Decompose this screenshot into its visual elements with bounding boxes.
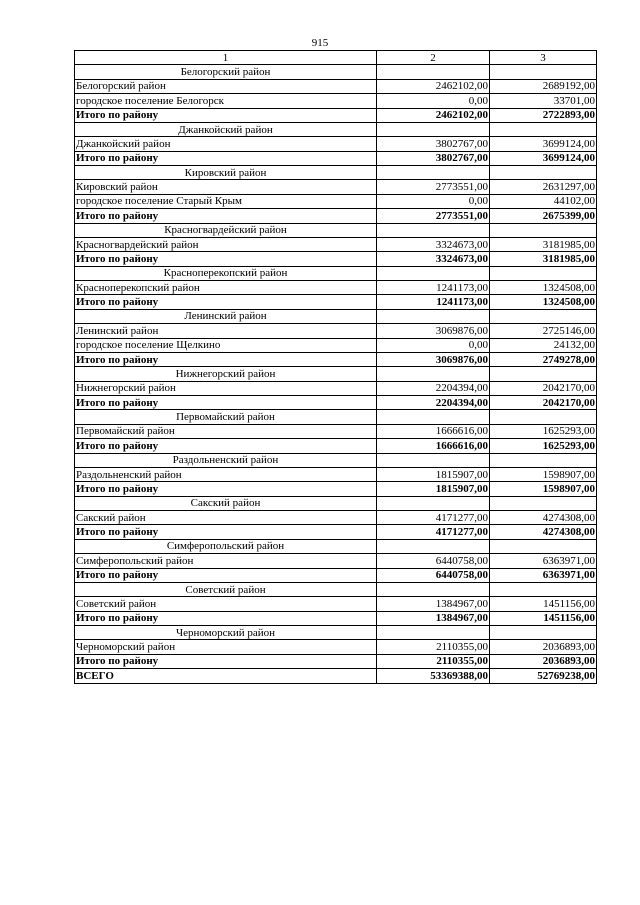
row-name: Итого по району bbox=[75, 151, 377, 165]
value-col-2: 0,00 bbox=[377, 94, 490, 108]
empty-cell bbox=[377, 223, 490, 237]
value-col-2: 1241173,00 bbox=[377, 281, 490, 295]
row-name: Итого по району bbox=[75, 108, 377, 122]
section-title: Советский район bbox=[75, 582, 377, 596]
row-name: Нижнегорский район bbox=[75, 381, 377, 395]
district-total-row bbox=[75, 396, 597, 410]
table-row bbox=[75, 237, 597, 251]
value-col-3: 4274308,00 bbox=[490, 511, 597, 525]
grand-total-col-3: 52769238,00 bbox=[490, 669, 597, 683]
row-name: Красногвардейский район bbox=[75, 237, 377, 251]
value-col-3: 3181985,00 bbox=[490, 237, 597, 251]
row-name: Ленинский район bbox=[75, 324, 377, 338]
table-row bbox=[75, 554, 597, 568]
row-name: Первомайский район bbox=[75, 424, 377, 438]
value-col-3: 1598907,00 bbox=[490, 482, 597, 496]
empty-cell bbox=[490, 266, 597, 280]
table-row bbox=[75, 79, 597, 93]
district-total-row bbox=[75, 151, 597, 165]
value-col-2: 3069876,00 bbox=[377, 324, 490, 338]
empty-cell bbox=[377, 453, 490, 467]
value-col-3: 33701,00 bbox=[490, 94, 597, 108]
row-name: Итого по району bbox=[75, 525, 377, 539]
district-total-row bbox=[75, 295, 597, 309]
grand-total-col-2: 53369388,00 bbox=[377, 669, 490, 683]
row-name: Итого по району bbox=[75, 611, 377, 625]
district-total-row bbox=[75, 525, 597, 539]
table-row bbox=[75, 467, 597, 481]
row-name: Симферопольский район bbox=[75, 554, 377, 568]
value-col-2: 3802767,00 bbox=[377, 137, 490, 151]
value-col-3: 2749278,00 bbox=[490, 352, 597, 366]
empty-cell bbox=[490, 223, 597, 237]
value-col-3: 2631297,00 bbox=[490, 180, 597, 194]
row-name: Советский район bbox=[75, 597, 377, 611]
row-name: Итого по району bbox=[75, 352, 377, 366]
district-total-row bbox=[75, 252, 597, 266]
section-title: Джанкойский район bbox=[75, 122, 377, 136]
section-title-row bbox=[75, 453, 597, 467]
value-col-2: 2462102,00 bbox=[377, 108, 490, 122]
district-total-row bbox=[75, 209, 597, 223]
district-total-row bbox=[75, 439, 597, 453]
empty-cell bbox=[490, 453, 597, 467]
section-title-row bbox=[75, 539, 597, 553]
row-name: Черноморский район bbox=[75, 640, 377, 654]
table-row bbox=[75, 194, 597, 208]
value-col-2: 4171277,00 bbox=[377, 511, 490, 525]
row-name: Итого по району bbox=[75, 482, 377, 496]
empty-cell bbox=[490, 626, 597, 640]
section-title-row bbox=[75, 223, 597, 237]
table-row bbox=[75, 511, 597, 525]
section-title-row bbox=[75, 309, 597, 323]
table-row bbox=[75, 94, 597, 108]
section-title-row bbox=[75, 626, 597, 640]
value-col-3: 1324508,00 bbox=[490, 295, 597, 309]
value-col-2: 2110355,00 bbox=[377, 640, 490, 654]
value-col-2: 2773551,00 bbox=[377, 209, 490, 223]
value-col-2: 1666616,00 bbox=[377, 439, 490, 453]
value-col-3: 3181985,00 bbox=[490, 252, 597, 266]
empty-cell bbox=[377, 496, 490, 510]
row-name: Сакский район bbox=[75, 511, 377, 525]
row-name: городское поселение Белогорск bbox=[75, 94, 377, 108]
value-col-2: 2204394,00 bbox=[377, 396, 490, 410]
table-row bbox=[75, 338, 597, 352]
value-col-3: 1451156,00 bbox=[490, 611, 597, 625]
value-col-2: 0,00 bbox=[377, 194, 490, 208]
empty-cell bbox=[377, 309, 490, 323]
district-total-row bbox=[75, 352, 597, 366]
value-col-3: 44102,00 bbox=[490, 194, 597, 208]
row-name: Джанкойский район bbox=[75, 137, 377, 151]
value-col-3: 2036893,00 bbox=[490, 640, 597, 654]
value-col-3: 1625293,00 bbox=[490, 424, 597, 438]
table-row bbox=[75, 381, 597, 395]
value-col-3: 1324508,00 bbox=[490, 281, 597, 295]
empty-cell bbox=[377, 166, 490, 180]
table-row bbox=[75, 137, 597, 151]
grand-total-row bbox=[75, 669, 597, 683]
value-col-3: 2036893,00 bbox=[490, 654, 597, 668]
value-col-3: 1451156,00 bbox=[490, 597, 597, 611]
empty-cell bbox=[490, 65, 597, 79]
value-col-2: 6440758,00 bbox=[377, 568, 490, 582]
district-total-row bbox=[75, 108, 597, 122]
row-name: Белогорский район bbox=[75, 79, 377, 93]
row-name: городское поселение Щелкино bbox=[75, 338, 377, 352]
section-title: Нижнегорский район bbox=[75, 367, 377, 381]
section-title: Ленинский район bbox=[75, 309, 377, 323]
district-total-row bbox=[75, 482, 597, 496]
value-col-2: 2773551,00 bbox=[377, 180, 490, 194]
value-col-3: 2689192,00 bbox=[490, 79, 597, 93]
value-col-3: 6363971,00 bbox=[490, 554, 597, 568]
section-title-row bbox=[75, 122, 597, 136]
district-total-row bbox=[75, 568, 597, 582]
grand-total-label: ВСЕГО bbox=[75, 669, 377, 683]
value-col-2: 1384967,00 bbox=[377, 611, 490, 625]
value-col-2: 1815907,00 bbox=[377, 467, 490, 481]
row-name: Итого по району bbox=[75, 568, 377, 582]
row-name: Итого по району bbox=[75, 396, 377, 410]
value-col-3: 2725146,00 bbox=[490, 324, 597, 338]
column-header: 1 bbox=[75, 51, 377, 65]
empty-cell bbox=[377, 626, 490, 640]
empty-cell bbox=[377, 367, 490, 381]
value-col-3: 2042170,00 bbox=[490, 381, 597, 395]
value-col-3: 24132,00 bbox=[490, 338, 597, 352]
table-row bbox=[75, 640, 597, 654]
column-header: 3 bbox=[490, 51, 597, 65]
row-name: Итого по району bbox=[75, 295, 377, 309]
section-title: Первомайский район bbox=[75, 410, 377, 424]
table-header-row bbox=[75, 51, 597, 65]
value-col-3: 2722893,00 bbox=[490, 108, 597, 122]
value-col-2: 1384967,00 bbox=[377, 597, 490, 611]
value-col-2: 2462102,00 bbox=[377, 79, 490, 93]
value-col-3: 3699124,00 bbox=[490, 151, 597, 165]
section-title: Красногвардейский район bbox=[75, 223, 377, 237]
row-name: Итого по району bbox=[75, 439, 377, 453]
budget-table-body bbox=[75, 51, 597, 684]
section-title-row bbox=[75, 582, 597, 596]
empty-cell bbox=[377, 410, 490, 424]
value-col-3: 6363971,00 bbox=[490, 568, 597, 582]
district-total-row bbox=[75, 654, 597, 668]
value-col-2: 2204394,00 bbox=[377, 381, 490, 395]
value-col-2: 4171277,00 bbox=[377, 525, 490, 539]
value-col-2: 3802767,00 bbox=[377, 151, 490, 165]
section-title-row bbox=[75, 266, 597, 280]
table-row bbox=[75, 180, 597, 194]
table-row bbox=[75, 597, 597, 611]
section-title-row bbox=[75, 166, 597, 180]
section-title: Черноморский район bbox=[75, 626, 377, 640]
value-col-2: 1815907,00 bbox=[377, 482, 490, 496]
empty-cell bbox=[490, 166, 597, 180]
empty-cell bbox=[490, 410, 597, 424]
value-col-3: 1598907,00 bbox=[490, 467, 597, 481]
value-col-2: 3069876,00 bbox=[377, 352, 490, 366]
value-col-2: 1666616,00 bbox=[377, 424, 490, 438]
empty-cell bbox=[490, 539, 597, 553]
row-name: Итого по району bbox=[75, 654, 377, 668]
table-row bbox=[75, 424, 597, 438]
value-col-2: 0,00 bbox=[377, 338, 490, 352]
empty-cell bbox=[490, 122, 597, 136]
value-col-3: 1625293,00 bbox=[490, 439, 597, 453]
value-col-2: 3324673,00 bbox=[377, 237, 490, 251]
empty-cell bbox=[490, 367, 597, 381]
row-name: Красноперекопский район bbox=[75, 281, 377, 295]
value-col-2: 2110355,00 bbox=[377, 654, 490, 668]
value-col-3: 3699124,00 bbox=[490, 137, 597, 151]
section-title-row bbox=[75, 367, 597, 381]
section-title: Белогорский район bbox=[75, 65, 377, 79]
section-title: Красноперекопский район bbox=[75, 266, 377, 280]
section-title-row bbox=[75, 496, 597, 510]
value-col-2: 3324673,00 bbox=[377, 252, 490, 266]
section-title: Раздольненский район bbox=[75, 453, 377, 467]
table-row bbox=[75, 324, 597, 338]
page-number: 915 bbox=[311, 37, 329, 49]
empty-cell bbox=[377, 65, 490, 79]
value-col-3: 2042170,00 bbox=[490, 396, 597, 410]
section-title: Симферопольский район bbox=[75, 539, 377, 553]
empty-cell bbox=[377, 582, 490, 596]
empty-cell bbox=[490, 582, 597, 596]
section-title: Кировский район bbox=[75, 166, 377, 180]
row-name: городское поселение Старый Крым bbox=[75, 194, 377, 208]
district-total-row bbox=[75, 611, 597, 625]
column-header: 2 bbox=[377, 51, 490, 65]
row-name: Итого по району bbox=[75, 252, 377, 266]
empty-cell bbox=[490, 496, 597, 510]
empty-cell bbox=[377, 122, 490, 136]
row-name: Раздольненский район bbox=[75, 467, 377, 481]
table-row bbox=[75, 281, 597, 295]
row-name: Кировский район bbox=[75, 180, 377, 194]
value-col-2: 1241173,00 bbox=[377, 295, 490, 309]
empty-cell bbox=[490, 309, 597, 323]
section-title-row bbox=[75, 65, 597, 79]
row-name: Итого по району bbox=[75, 209, 377, 223]
section-title-row bbox=[75, 410, 597, 424]
value-col-3: 2675399,00 bbox=[490, 209, 597, 223]
value-col-3: 4274308,00 bbox=[490, 525, 597, 539]
value-col-2: 6440758,00 bbox=[377, 554, 490, 568]
section-title: Сакский район bbox=[75, 496, 377, 510]
empty-cell bbox=[377, 539, 490, 553]
empty-cell bbox=[377, 266, 490, 280]
budget-table bbox=[74, 50, 597, 684]
